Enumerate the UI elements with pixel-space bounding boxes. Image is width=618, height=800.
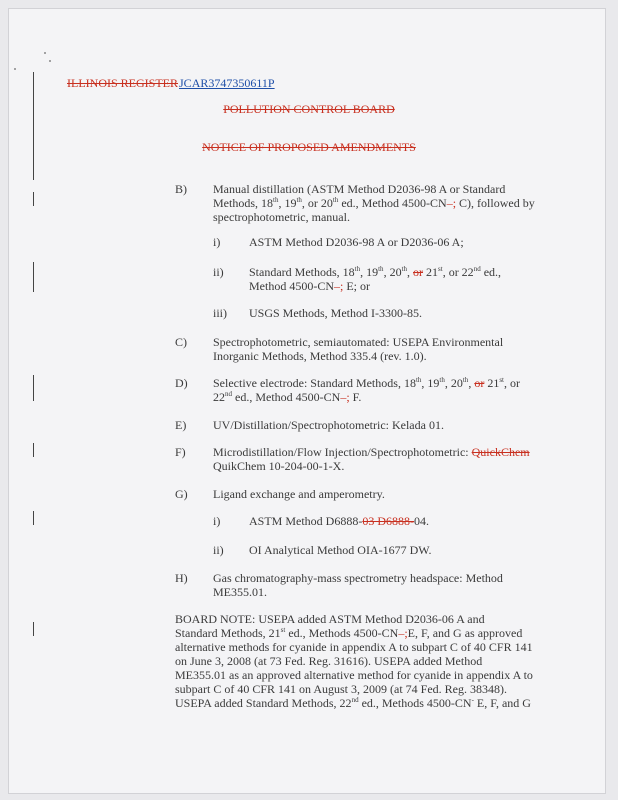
item-label-e: E) xyxy=(175,418,187,432)
change-bar xyxy=(33,192,34,206)
scan-speck xyxy=(14,68,16,70)
register-inserted: JCAR3747350611P xyxy=(179,76,275,90)
board-header: POLLUTION CONTROL BOARD xyxy=(223,102,395,116)
scan-speck xyxy=(44,52,46,54)
item-h-text: Gas chromatography-mass spectrometry headspace: Method ME355.01. xyxy=(213,571,503,599)
item-b-ii-text: Standard Methods, 18th, 19th, 20th, or 21st, or 22nd ed., Method 4500-CN–; E; or xyxy=(249,265,502,293)
change-bar xyxy=(33,72,34,180)
board-note: BOARD NOTE: USEPA added ASTM Method D2036-06 A and Standard Methods, 21st ed., Methods 4500-CN–;E, F, and G as approved alternative methods for cyanide in appendix A to subpart C of 40 CFR 141 on June 3, 2008 (at 73 Fed. Reg. 31616). USEPA added Method ME355.01 as an approved alternative method for cyanide in appendix A to subpart C of 40 CFR 141 on August 3, 2009 (at 74 Fed. Reg. 38348). USEPA added Standard Methods, 22nd ed., Methods 4500-CN- E, F, and G xyxy=(175,612,533,710)
item-g-i-text: ASTM Method D6888-03 D6888-04. xyxy=(249,514,430,528)
item-g-ii-text: OI Analytical Method OIA-1677 DW. xyxy=(249,543,432,557)
item-label-b-ii: ii) xyxy=(213,265,224,279)
register-header xyxy=(67,76,275,91)
change-bar xyxy=(33,262,34,292)
change-bar xyxy=(33,375,34,401)
change-bar xyxy=(33,622,34,636)
item-f-text: Microdistillation/Flow Injection/Spectrophotometric: QuickChem QuikChem 10-204-00-1-X. xyxy=(213,445,530,473)
item-b-i-text: ASTM Method D2036-98 A or D2036-06 A; xyxy=(249,235,464,249)
item-d-text: Selective electrode: Standard Methods, 18th, 19th, 20th, or 21st, or 22nd ed., Method 4500-CN–; F. xyxy=(213,376,520,404)
item-label-d: D) xyxy=(175,376,188,390)
item-b-iii-text: USGS Methods, Method I-3300-85. xyxy=(249,306,422,320)
item-label-b: B) xyxy=(175,182,187,196)
item-label-g: G) xyxy=(175,487,188,501)
item-label-f: F) xyxy=(175,445,186,459)
register-struck: ILLINOIS REGISTER xyxy=(67,76,178,90)
notice-header: NOTICE OF PROPOSED AMENDMENTS xyxy=(202,140,416,154)
item-label-b-iii: iii) xyxy=(213,306,227,320)
item-label-b-i: i) xyxy=(213,235,221,249)
item-c-text: Spectrophotometric, semiautomated: USEPA Environmental Inorganic Methods, Method 335.4 (rev. 1.0). xyxy=(213,335,504,363)
item-label-c: C) xyxy=(175,335,187,349)
item-label-g-i: i) xyxy=(213,514,221,528)
change-bar xyxy=(33,443,34,457)
item-b-text: Manual distillation (ASTM Method D2036-98 A or Standard Methods, 18th, 19th, or 20th ed., Method 4500-CN–; C), followed by spectrophotometric, manual. xyxy=(213,182,535,224)
item-g-text: Ligand exchange and amperometry. xyxy=(213,487,385,501)
scan-speck xyxy=(49,60,51,62)
item-label-g-ii: ii) xyxy=(213,543,224,557)
item-e-text: UV/Distillation/Spectrophotometric: Kelada 01. xyxy=(213,418,444,432)
item-label-h: H) xyxy=(175,571,188,585)
change-bar xyxy=(33,511,34,525)
